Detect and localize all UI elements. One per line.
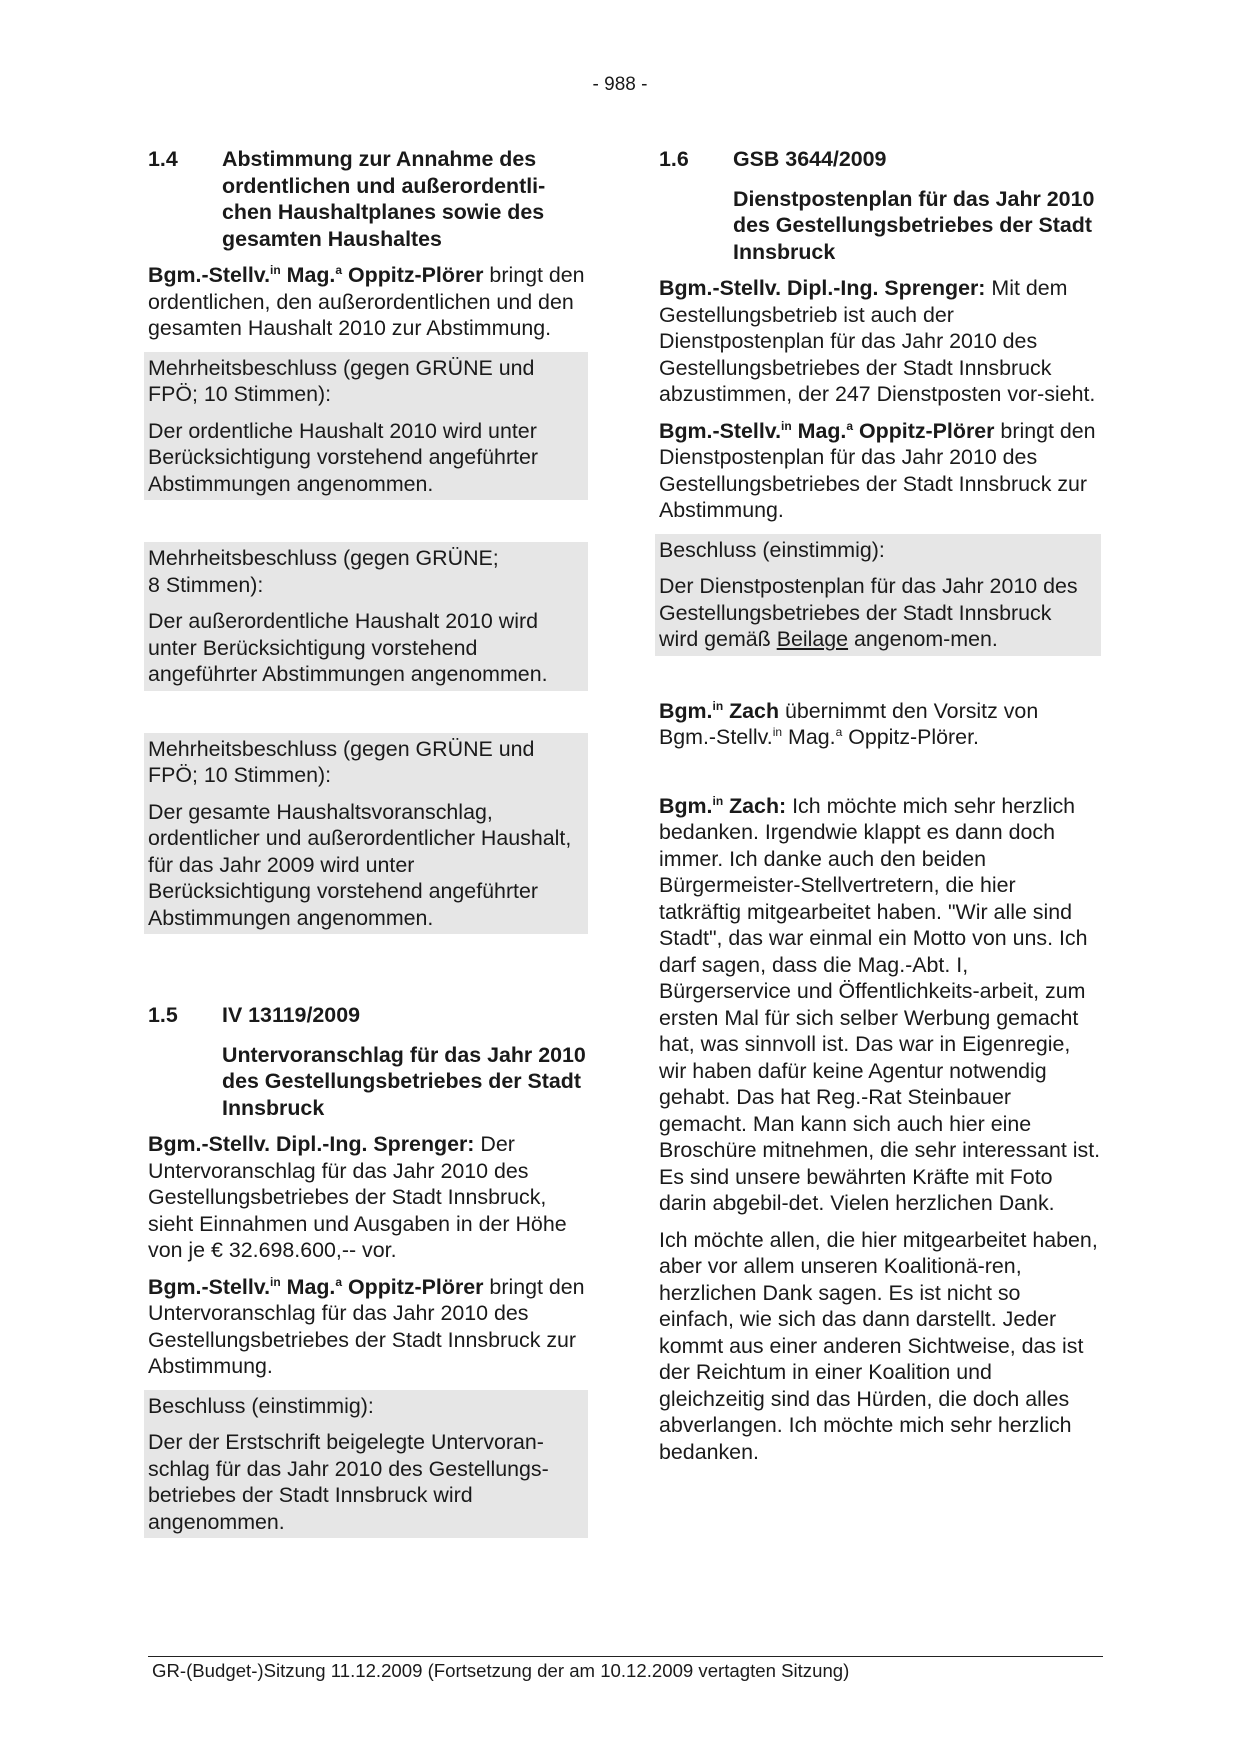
section-1-5-heading	[148, 1002, 588, 1029]
section-number: 1.6	[659, 147, 689, 171]
page-footer: GR-(Budget-)Sitzung 11.12.2009 (Fortsetzung der am 10.12.2009 vertagten Sitzung)	[152, 1660, 850, 1681]
resolution-text: Der der Erstschrift beigelegte Untervoran-schlag für das Jahr 2010 des Gestellungs-betriebes der Stadt Innsbruck wird angenommen.	[148, 1430, 549, 1534]
section-subtitle: Dienstpostenplan für das Jahr 2010 des Gestellungsbetriebes der Stadt Innsbruck	[733, 186, 1095, 264]
speech-paragraph: Bgm.-Stellv. Dipl.-Ing. Sprenger: Der Untervoranschlag für das Jahr 2010 des Gestellungsbetriebes der Stadt Innsbruck, sieht Einnahmen und Ausgaben in der Höhe von je € 32.698.600,-- vor.	[148, 1132, 567, 1262]
resolution-header: Beschluss (einstimmig):	[659, 537, 885, 562]
resolution-header: Beschluss (einstimmig):	[148, 1393, 374, 1418]
motion-paragraph: Bgm.-Stellv.$^{in}$ Mag.$^a$ Oppitz-Plörer bringt den Dienstpostenplan für das Jahr 2010 des Gestellungsbetriebes der Stadt Innsbruck zur Abstimmung.	[659, 418, 1096, 522]
resolution-text: Der gesamte Haushaltsvoranschlag, ordentlicher und außerordentlicher Haushalt, für das Jahr 2009 wird unter Berücksichtigung vorstehend angeführter Abstimmungen angenommen.	[148, 799, 572, 930]
speaker-name: Bgm.$^{in}$ Zach	[659, 698, 780, 723]
section-number: 1.5	[148, 1003, 178, 1027]
resolution-box	[144, 542, 588, 691]
footer-divider	[148, 1656, 1103, 1657]
resolution-text: Der Dienstpostenplan für das Jahr 2010 des Gestellungsbetriebes der Stadt Innsbruck wird gemäß Beilage angenom-men.	[659, 574, 1078, 651]
speech-paragraph: Bgm.-Stellv. Dipl.-Ing. Sprenger: Mit dem Gestellungsbetrieb ist auch der Dienstpostenplan für das Jahr 2010 des Gestellungsbetriebes der Stadt Innsbruck abzustimmen, der 247 Dienstposten vor-sieht.	[659, 276, 1096, 406]
section-code: IV 13119/2009	[222, 1003, 360, 1027]
speaker-name: Bgm.-Stellv.$^{in}$ Mag.$^a$ Oppitz-Plörer	[148, 1274, 484, 1299]
motion-paragraph: Bgm.-Stellv.$^{in}$ Mag.$^a$ Oppitz-Plörer bringt den ordentlichen, den außerordentlichen und den gesamten Haushalt 2010 zur Abstimmung.	[148, 263, 585, 340]
left-column	[148, 146, 588, 1538]
section-subtitle: Untervoranschlag für das Jahr 2010 des Gestellungsbetriebes der Stadt Innsbruck	[222, 1042, 586, 1120]
section-title: Abstimmung zur Annahme des ordentlichen und außerordentli-chen Haushaltplanes sowie des gesamten Haushaltes	[222, 147, 546, 251]
section-1-6-heading	[659, 146, 1101, 173]
resolution-header: Mehrheitsbeschluss (gegen GRÜNE und FPÖ; 10 Stimmen):	[148, 355, 535, 406]
speech-paragraph: Ich möchte allen, die hier mitgearbeitet haben, aber vor allem unseren Koalitionä-ren, herzlichen Dank sagen. Es ist nicht so einfach, wie sich das dann darstellt. Jeder kommt aus einer anderen Sichtweise, das ist der Reichtum in einer Koalition und gleichzeitig sind das Hürden, die doch alles abverlangen. Ich möchte mich sehr herzlich bedanken.	[659, 1227, 1098, 1464]
page-number: - 988 -	[592, 74, 648, 95]
resolution-box	[144, 352, 588, 501]
speaker-name: Bgm.-Stellv. Dipl.-Ing. Sprenger:	[148, 1132, 475, 1156]
resolution-text: Der ordentliche Haushalt 2010 wird unter Berücksichtigung vorstehend angeführter Abstimmungen angenommen.	[148, 418, 539, 496]
resolution-header: Mehrheitsbeschluss (gegen GRÜNE; 8 Stimmen):	[148, 546, 499, 597]
resolution-box	[655, 534, 1101, 656]
right-column	[659, 146, 1101, 1465]
resolution-header: Mehrheitsbeschluss (gegen GRÜNE und FPÖ; 10 Stimmen):	[148, 736, 535, 787]
speaker-name: Bgm.-Stellv. Dipl.-Ing. Sprenger:	[659, 276, 986, 300]
speaker-name: Bgm.-Stellv.$^{in}$ Mag.$^a$ Oppitz-Plörer	[148, 263, 484, 287]
resolution-box	[144, 1390, 588, 1539]
section-1-4-heading	[148, 146, 588, 252]
speaker-name: Bgm.-Stellv.$^{in}$ Mag.$^a$ Oppitz-Plörer	[659, 418, 995, 443]
chair-transfer-paragraph: Bgm.$^{in}$ Zach übernimmt den Vorsitz von Bgm.-Stellv.$^{in}$ Mag.$^a$ Oppitz-Plörer.	[659, 698, 1039, 749]
resolution-text: Der außerordentliche Haushalt 2010 wird unter Berücksichtigung vorstehend angeführter Abstimmungen angenommen.	[148, 609, 548, 686]
speaker-name: Bgm.$^{in}$ Zach:	[659, 793, 787, 818]
section-number: 1.4	[148, 147, 178, 171]
speech-paragraph: Bgm.$^{in}$ Zach: Ich möchte mich sehr herzlich bedanken. Irgendwie klappt es dann doch immer. Ich danke auch den beiden Bürgermeister-Stellvertretern, die hier tatkräftig mitgearbeitet haben. "Wir alle sind Stadt", das war einmal ein Motto von uns. Ich darf sagen, dass die Mag.-Abt. I, Bürgerservice und Öffentlichkeits-arbeit, zum ersten Mal für sich selber Werbung gemacht hat, was sinnvoll ist. Das war in Eigenregie, wir haben dafür keine Agentur notwendig gehabt. Das hat Reg.-Rat Steinbauer gemacht. Man kann sich auch hier eine Broschüre mitnehmen, die sehr interessant ist. Es sind unsere bewährten Kräfte mit Foto darin abgebil-det. Vielen herzlichen Dank.	[659, 793, 1101, 1215]
section-code: GSB 3644/2009	[733, 147, 887, 171]
resolution-box	[144, 733, 588, 935]
motion-paragraph: Bgm.-Stellv.$^{in}$ Mag.$^a$ Oppitz-Plörer bringt den Untervoranschlag für das Jahr 2010 des Gestellungsbetriebes der Stadt Innsbruck zur Abstimmung.	[148, 1274, 585, 1378]
attachment-reference: Beilage	[776, 627, 849, 651]
